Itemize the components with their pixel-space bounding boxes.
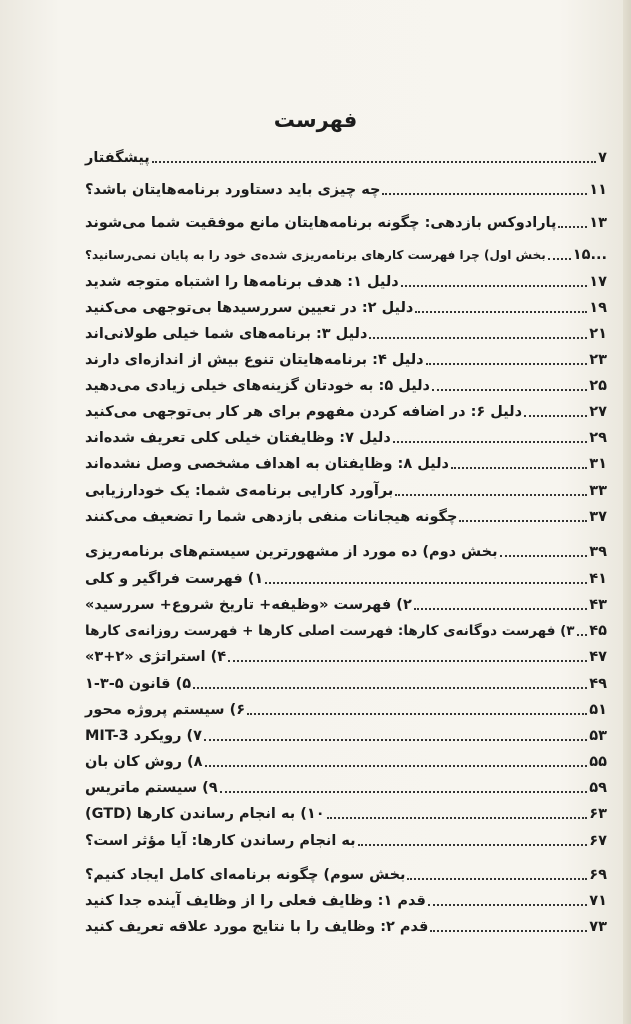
toc-entry: [82, 294, 607, 318]
toc-entry-title: ۱) فهرست فراگیر و کلی: [85, 571, 264, 587]
toc-entry: [82, 800, 607, 824]
toc-entry-page: ۷۳: [589, 919, 607, 935]
toc-entry: [82, 450, 607, 474]
toc-entry-page: ۵۹: [589, 780, 607, 796]
toc-entry-title: ۹) سیستم ماتریس: [85, 780, 218, 796]
toc-entry-page: ۲۳: [589, 352, 607, 368]
toc-entry: [82, 617, 607, 641]
toc-entry-page: ۵۱: [589, 702, 607, 718]
toc-entry-page: ۶۹: [589, 867, 607, 883]
dot-leader: [451, 467, 587, 469]
toc-entry: [82, 209, 607, 233]
toc-entry-page: ۳۹: [589, 544, 607, 560]
toc-entry-title: بخش اول) چرا فهرست کارهای برنامه‌ریزی شده‌ی خود را به پایان نمی‌رسانید؟: [85, 248, 546, 262]
toc-entry-title: دلیل ۶: در اضافه کردن مفهوم برای هر کار بی‌توجهی می‌کنید: [85, 404, 523, 420]
toc-entry-page: ۳۷: [589, 509, 607, 525]
toc-entry-title: دلیل ۴: برنامه‌هایتان تنوع بیش از اندازه‌ای دارند: [85, 352, 424, 368]
toc-entry-title: دلیل ۲: در تعیین سررسیدها بی‌توجهی می‌کنید: [85, 300, 414, 316]
toc-entry-title: ۱۰) به انجام رساندن کارها (GTD): [85, 806, 325, 822]
toc-entry-page: ...۱۵: [572, 247, 607, 263]
dot-leader: [426, 363, 588, 365]
dot-leader: [382, 193, 587, 195]
toc-entry-title: ۲) فهرست «وظیفه+ تاریخ شروع+ سررسید»: [85, 597, 412, 613]
toc-entry-title: دلیل ۷: وظایفتان خیلی کلی تعریف شده‌اند: [85, 430, 391, 446]
toc-entry: [82, 346, 607, 370]
toc-entry-page: ۶۷: [589, 833, 607, 849]
toc-entry-page: ۴۹: [589, 676, 607, 692]
toc-entry-title: ۶) سیستم پروژه محور: [85, 702, 246, 718]
toc-entry-page: ۱۳: [589, 215, 607, 231]
toc-entry-page: ۱۹: [589, 300, 607, 316]
toc-entry-page: ۷۱: [589, 893, 607, 909]
toc-entry-page: ۶۳: [589, 806, 607, 822]
toc-entry-page: ۳۱: [589, 456, 607, 472]
toc-entry-page: ۲۱: [589, 326, 607, 342]
toc-entry-page: ۵۵: [589, 754, 607, 770]
dot-leader: [558, 226, 587, 228]
toc-entry-title: چگونه هیجانات منفی بازدهی شما را تضعیف می‌کنند: [85, 509, 458, 525]
dot-leader: [220, 791, 588, 793]
toc-entry-title: ۸) روش کان بان: [85, 754, 203, 770]
toc-entry-title: برآورد کارایی برنامه‌ی شما: یک خودارزیابی: [85, 483, 394, 499]
toc-entry: [82, 861, 607, 885]
toc-entry: [82, 913, 607, 937]
toc-entry-title: بخش سوم) چگونه برنامه‌ای کامل ایجاد کنیم؟: [85, 867, 406, 883]
toc-entry-title: بخش دوم) ده مورد از مشهورترین سیستم‌های برنامه‌ریزی: [85, 544, 498, 560]
dot-leader: [459, 520, 587, 522]
page-edge: [623, 0, 631, 1024]
dot-leader: [193, 687, 587, 689]
dot-leader: [407, 878, 587, 880]
dot-leader: [428, 904, 587, 906]
toc-entry-title: پارادوکس بازدهی: چگونه برنامه‌هایتان مانع موفقیت شما می‌شوند: [85, 215, 557, 231]
dot-leader: [500, 555, 588, 557]
dot-leader: [395, 494, 587, 496]
toc-entry: [82, 565, 607, 589]
toc-entry-title: دلیل ۸: وظایفتان به اهداف مشخصی وصل نشده‌اند: [85, 456, 449, 472]
toc-entry-page: ۳۳: [589, 483, 607, 499]
dot-leader: [401, 285, 588, 287]
dot-leader: [152, 161, 596, 163]
dot-leader: [393, 441, 588, 443]
toc-entry-title: دلیل ۵: به خودتان گزینه‌های خیلی زیادی می‌دهید: [85, 378, 430, 394]
toc-entry-page: ۲۷: [589, 404, 607, 420]
toc-entry-page: ۲۹: [589, 430, 607, 446]
toc-entry: [82, 643, 607, 667]
toc-entry-title: ۳) فهرست دوگانه‌ی کارها: فهرست اصلی کارها + فهرست روزانه‌ی کارها: [85, 623, 575, 639]
dot-leader: [524, 415, 587, 417]
toc-entry: [82, 144, 607, 168]
toc-entry: [82, 241, 607, 265]
toc-entry: [82, 503, 607, 527]
toc-entry: [82, 696, 607, 720]
dot-leader: [228, 660, 587, 662]
toc-entry: [82, 268, 607, 292]
toc-entry: [82, 538, 607, 562]
toc-entry: [82, 424, 607, 448]
page-title: فهرست: [273, 108, 358, 132]
dot-leader: [432, 389, 587, 391]
toc-entry-page: ۱۱: [589, 182, 607, 198]
toc-entry: [82, 398, 607, 422]
toc-entry-title: قدم ۲: وظایف را با نتایج مورد علاقه تعریف کنید: [85, 919, 429, 935]
toc-entry-title: ۷) رویکرد MIT-3: [85, 728, 202, 744]
toc-entry: [82, 748, 607, 772]
toc-entry: [82, 591, 607, 615]
dot-leader: [430, 930, 587, 932]
toc-entry-page: ۴۱: [589, 571, 607, 587]
dot-leader: [414, 608, 588, 610]
dot-leader: [415, 311, 587, 313]
toc-entry-page: ۷: [598, 150, 607, 166]
toc-entry: [82, 320, 607, 344]
dot-leader: [247, 713, 587, 715]
toc-entry: [82, 670, 607, 694]
toc-entry: [82, 887, 607, 911]
dot-leader: [548, 258, 571, 260]
dot-leader: [205, 765, 588, 767]
toc-entry-title: پیشگفتار: [85, 150, 150, 166]
toc-entry-title: ۵) قانون ۵-۳-۱: [85, 676, 192, 692]
toc-entry: [82, 722, 607, 746]
toc-entry: [82, 176, 607, 200]
toc-entry-page: ۴۷: [589, 649, 607, 665]
toc-entry: [82, 477, 607, 501]
toc-entry-title: چه چیزی باید دستاورد برنامه‌هایتان باشد؟: [85, 182, 381, 198]
toc-entry-page: ۲۵: [589, 378, 607, 394]
toc-entry-title: دلیل ۱: هدف برنامه‌ها را اشتباه متوجه شدید: [85, 274, 399, 290]
toc-entry-page: ۴۳: [589, 597, 607, 613]
toc-entry: [82, 774, 607, 798]
toc-entry-page: ۵۳: [589, 728, 607, 744]
dot-leader: [204, 739, 587, 741]
toc-entry-page: ۴۵: [589, 623, 607, 639]
toc-entry: [82, 372, 607, 396]
toc-entry-title: قدم ۱: وظایف فعلی را از وظایف آینده جدا کنید: [85, 893, 426, 909]
toc-entry-title: به انجام رساندن کارها: آیا مؤثر است؟: [85, 833, 356, 849]
toc-entry-page: ۱۷: [589, 274, 607, 290]
dot-leader: [369, 337, 587, 339]
toc-entry-title: دلیل ۳: برنامه‌های شما خیلی طولانی‌اند: [85, 326, 368, 342]
dot-leader: [577, 634, 588, 636]
toc-entry: [82, 827, 607, 851]
dot-leader: [327, 817, 588, 819]
toc-entry-title: ۴) استراتژی «۲+۳»: [85, 649, 227, 665]
dot-leader: [265, 582, 587, 584]
dot-leader: [358, 844, 588, 846]
